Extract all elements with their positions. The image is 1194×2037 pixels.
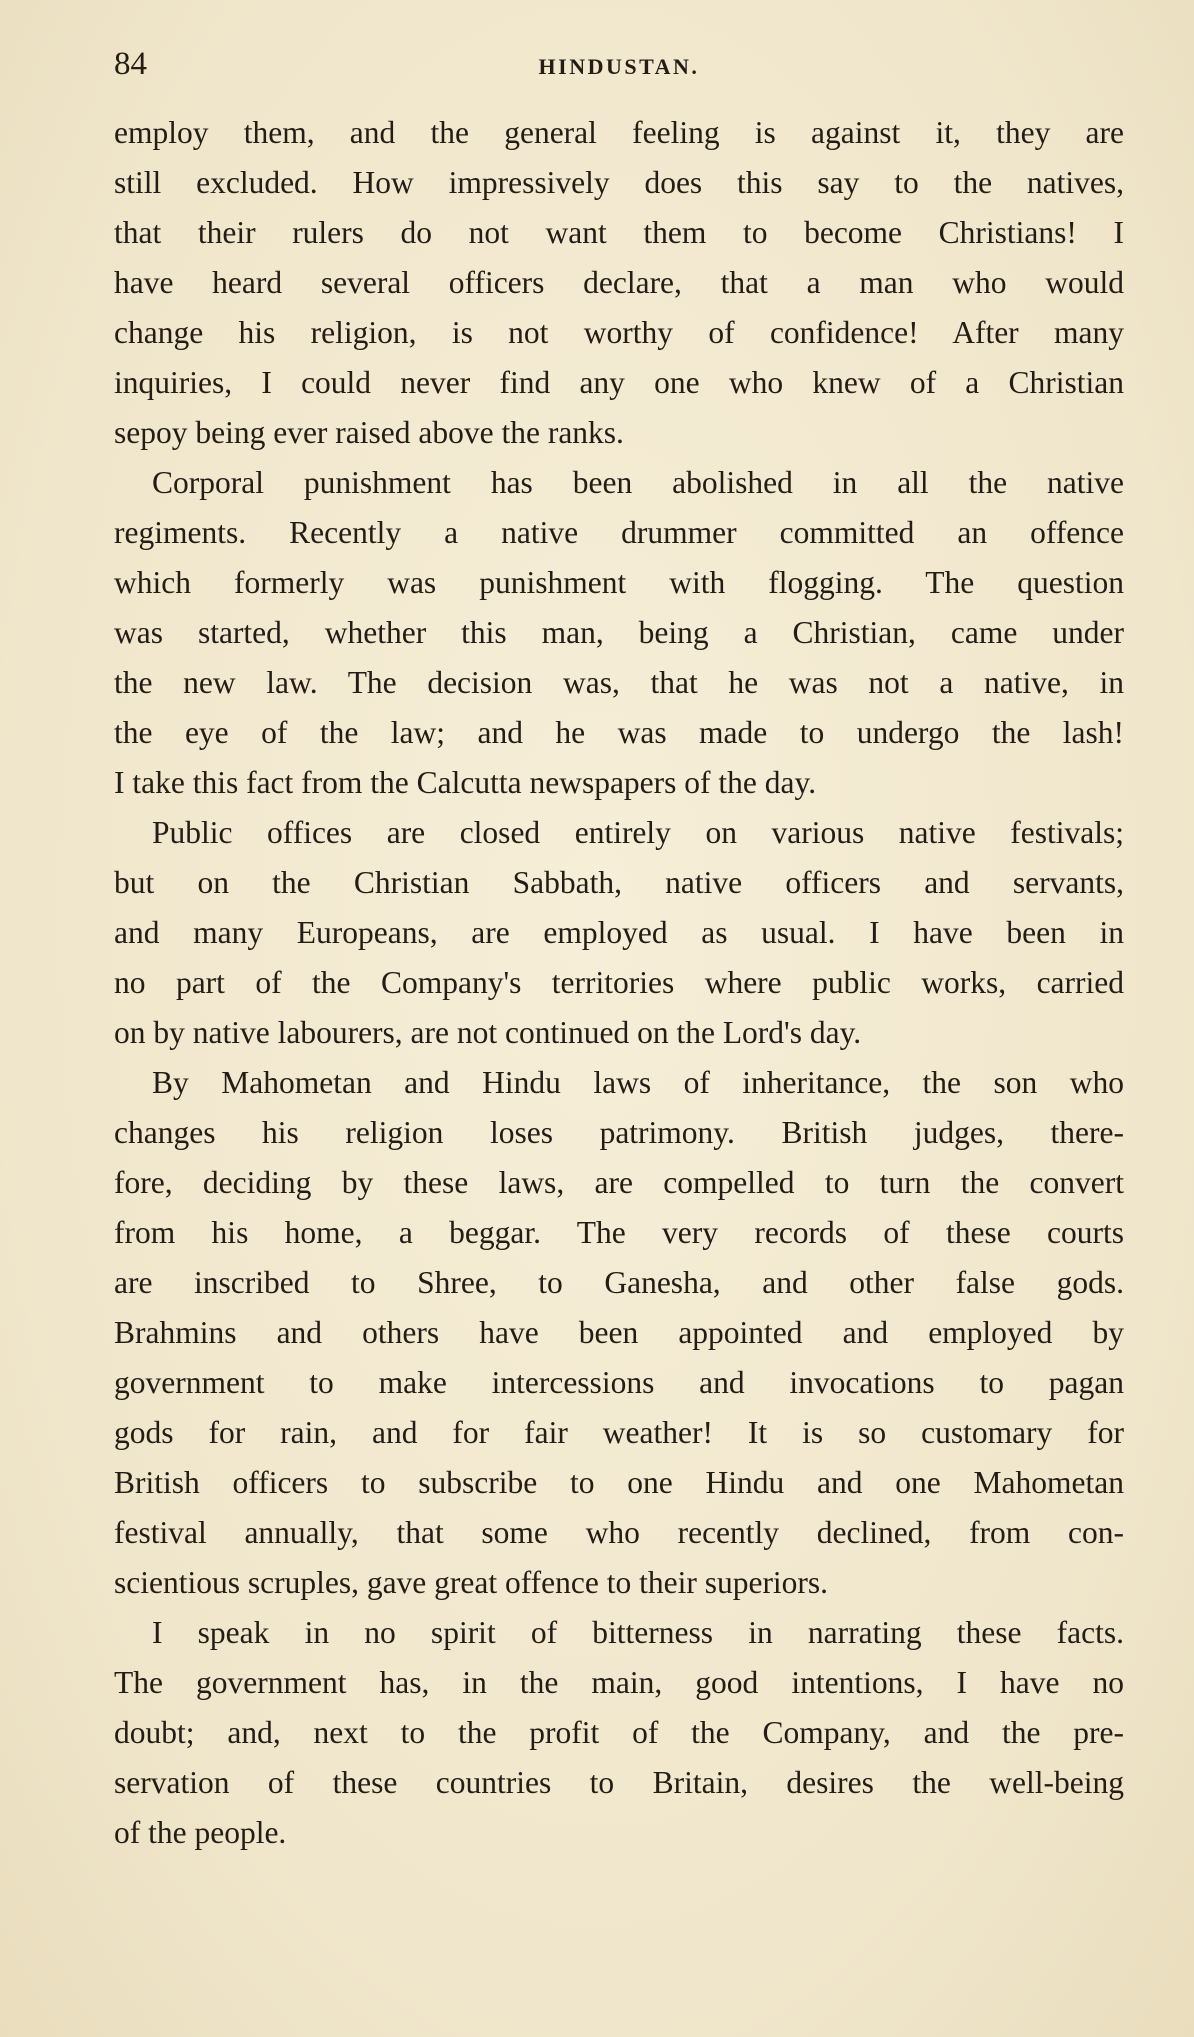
text-line: and many Europeans, are employed as usual. I have been in bbox=[114, 915, 1124, 950]
text-line: doubt; and, next to the profit of the Company, and the pre- bbox=[114, 1715, 1124, 1750]
text-line: fore, deciding by these laws, are compelled to turn the convert bbox=[114, 1165, 1124, 1200]
paragraph bbox=[114, 458, 1124, 808]
page-header bbox=[114, 46, 1124, 86]
text-line: servation of these countries to Britain, desires the well-being bbox=[114, 1765, 1124, 1800]
running-title: HINDUSTAN. bbox=[538, 54, 700, 79]
text-line: changes his religion loses patrimony. British judges, there- bbox=[114, 1115, 1124, 1150]
text-line: on by native labourers, are not continued on the Lord's day. bbox=[114, 1015, 862, 1050]
text-line: inquiries, I could never find any one who knew of a Christian bbox=[114, 365, 1124, 400]
text-line: still excluded. How impressively does this say to the natives, bbox=[114, 165, 1124, 200]
paragraph bbox=[114, 1608, 1124, 1858]
text-line: the eye of the law; and he was made to undergo the lash! bbox=[114, 715, 1124, 750]
paragraph bbox=[114, 108, 1124, 458]
text-line: government to make intercessions and invocations to pagan bbox=[114, 1365, 1124, 1400]
text-line: no part of the Company's territories where public works, carried bbox=[114, 965, 1124, 1000]
text-line: Brahmins and others have been appointed and employed by bbox=[114, 1315, 1124, 1350]
paragraph bbox=[114, 1058, 1124, 1608]
text-line: The government has, in the main, good intentions, I have no bbox=[114, 1665, 1124, 1700]
text-line: scientious scruples, gave great offence to their superiors. bbox=[114, 1565, 829, 1600]
text-line: gods for rain, and for fair weather! It is so customary for bbox=[114, 1415, 1124, 1450]
text-line: are inscribed to Shree, to Ganesha, and other false gods. bbox=[114, 1265, 1124, 1300]
text-line: sepoy being ever raised above the ranks. bbox=[114, 415, 624, 450]
body-text bbox=[114, 108, 1124, 1858]
text-line: change his religion, is not worthy of confidence! After many bbox=[114, 315, 1124, 350]
text-line: which formerly was punishment with flogging. The question bbox=[114, 565, 1124, 600]
text-line: employ them, and the general feeling is against it, they are bbox=[114, 115, 1124, 150]
text-line: of the people. bbox=[114, 1815, 287, 1850]
text-line: but on the Christian Sabbath, native officers and servants, bbox=[114, 865, 1124, 900]
text-line: By Mahometan and Hindu laws of inheritance, the son who bbox=[152, 1065, 1124, 1100]
text-line: regiments. Recently a native drummer committed an offence bbox=[114, 515, 1124, 550]
text-line: festival annually, that some who recently declined, from con- bbox=[114, 1515, 1124, 1550]
text-line: the new law. The decision was, that he was not a native, in bbox=[114, 665, 1124, 700]
text-line: was started, whether this man, being a Christian, came under bbox=[114, 615, 1124, 650]
page-number: 84 bbox=[114, 46, 147, 82]
text-line: that their rulers do not want them to become Christians! I bbox=[114, 215, 1124, 250]
text-line: have heard several officers declare, that a man who would bbox=[114, 265, 1124, 300]
text-line: British officers to subscribe to one Hindu and one Mahometan bbox=[114, 1465, 1124, 1500]
text-line: I take this fact from the Calcutta newspapers of the day. bbox=[114, 765, 817, 800]
text-line: I speak in no spirit of bitterness in narrating these facts. bbox=[152, 1615, 1124, 1650]
text-line: Corporal punishment has been abolished in all the native bbox=[152, 465, 1124, 500]
text-line: from his home, a beggar. The very records of these courts bbox=[114, 1215, 1124, 1250]
text-line: Public offices are closed entirely on various native festivals; bbox=[152, 815, 1124, 850]
paragraph bbox=[114, 808, 1124, 1058]
